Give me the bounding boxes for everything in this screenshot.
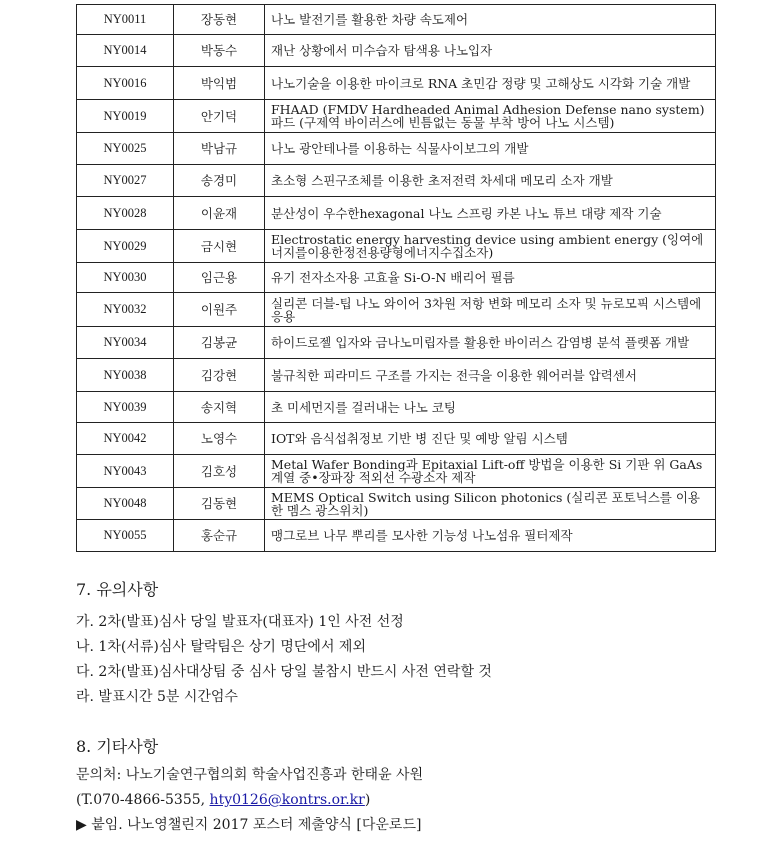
notes-item: 나. 1차(서류)심사 탈락팀은 상기 명단에서 제외 [76, 639, 366, 655]
team-project-title: IOT와 음식섭취정보 기반 병 진단 및 예방 알림 시스템 [265, 423, 716, 455]
team-project-title: FHAAD (FMDV Hardheaded Animal Adhesion Defense nano system) 파드 (구제역 바이러스에 빈틈없는 동물 부착 방어 나노 시스템) [265, 100, 716, 133]
phone-close: ) [364, 792, 371, 808]
other-heading: 8. 기타사항 [76, 737, 159, 756]
team-row [77, 197, 716, 230]
team-leader: 이윤재 [174, 197, 265, 230]
team-project-title: 분산성이 우수한hexagonal 나노 스프링 카본 나노 튜브 대량 제작 기술 [265, 197, 716, 230]
team-id: NY0027 [77, 165, 174, 197]
notes-item: 라. 발표시간 5분 시간엄수 [76, 689, 238, 705]
team-id: NY0016 [77, 67, 174, 100]
team-row [77, 165, 716, 197]
team-row [77, 263, 716, 293]
phone-text: (T.070-4866-5355, [76, 792, 210, 808]
contact-line: 문의처: 나노기술연구협의회 학술사업진흥과 한태윤 사원 [76, 767, 424, 783]
team-leader: 안기덕 [174, 100, 265, 133]
team-leader: 금시현 [174, 230, 265, 263]
team-id: NY0019 [77, 100, 174, 133]
team-row [77, 67, 716, 100]
team-leader: 노영수 [174, 423, 265, 455]
notes-item: 가. 2차(발표)심사 당일 발표자(대표자) 1인 사전 선정 [76, 614, 404, 630]
team-table-body [77, 5, 716, 552]
team-leader: 김봉균 [174, 327, 265, 359]
team-project-title: 실리콘 더블-팁 나노 와이어 3차원 저항 변화 메모리 소자 및 뉴로모픽 시스템에 응용 [265, 293, 716, 327]
team-row [77, 520, 716, 552]
team-row [77, 35, 716, 67]
team-project-title: 맹그로브 나무 뿌리를 모사한 기능성 나노섬유 필터제작 [265, 520, 716, 552]
team-leader: 홍순규 [174, 520, 265, 552]
team-id: NY0029 [77, 230, 174, 263]
team-id: NY0032 [77, 293, 174, 327]
team-row [77, 359, 716, 392]
attachment-link[interactable]: ▶ 붙임. 나노영챌린지 2017 포스터 제출양식 [다운로드] [76, 817, 422, 833]
team-project-title: 재난 상황에서 미수습자 탐색용 나노입자 [265, 35, 716, 67]
team-project-title: 불규칙한 피라미드 구조를 가지는 전극을 이용한 웨어러블 압력센서 [265, 359, 716, 392]
team-id: NY0039 [77, 392, 174, 423]
team-project-title: MEMS Optical Switch using Silicon photonics (실리콘 포토닉스를 이용한 멤스 광스위치) [265, 488, 716, 520]
team-leader: 김동현 [174, 488, 265, 520]
team-id: NY0025 [77, 133, 174, 165]
team-project-title: Metal Wafer Bonding과 Epitaxial Lift-off 방법을 이용한 Si 기판 위 GaAs 계열 중•장파장 적외선 수광소자 제작 [265, 455, 716, 488]
team-project-title: 나노 광안테나를 이용하는 식물사이보그의 개발 [265, 133, 716, 165]
team-leader: 박남규 [174, 133, 265, 165]
team-id: NY0055 [77, 520, 174, 552]
team-id: NY0042 [77, 423, 174, 455]
team-leader: 박동수 [174, 35, 265, 67]
team-row [77, 5, 716, 35]
email-link[interactable]: hty0126@kontrs.or.kr [209, 792, 365, 808]
notes-section [76, 580, 492, 710]
team-project-title: 나노기술을 이용한 마이크로 RNA 초민감 정량 및 고해상도 시각화 기술 개발 [265, 67, 716, 100]
team-id: NY0043 [77, 455, 174, 488]
team-leader: 송경미 [174, 165, 265, 197]
team-row [77, 455, 716, 488]
notes-item: 다. 2차(발표)심사대상팀 중 심사 당일 불참시 반드시 사전 연락할 것 [76, 664, 492, 680]
team-id: NY0034 [77, 327, 174, 359]
team-id: NY0014 [77, 35, 174, 67]
team-project-title: 하이드로젤 입자와 금나노미립자를 활용한 바이러스 감염병 분석 플랫폼 개발 [265, 327, 716, 359]
team-project-title: 나노 발전기를 활용한 차량 속도제어 [265, 5, 716, 35]
team-row [77, 133, 716, 165]
team-project-title: 초 미세먼지를 걸러내는 나노 코팅 [265, 392, 716, 423]
team-leader: 장동현 [174, 5, 265, 35]
team-row [77, 423, 716, 455]
team-id: NY0048 [77, 488, 174, 520]
team-leader: 송지혁 [174, 392, 265, 423]
team-project-title: Electrostatic energy harvesting device using ambient energy (잉여에너지를이용한정전용량형에너지수집소자) [265, 230, 716, 263]
team-id: NY0030 [77, 263, 174, 293]
team-table [76, 4, 716, 552]
team-id: NY0038 [77, 359, 174, 392]
team-row [77, 392, 716, 423]
team-id: NY0028 [77, 197, 174, 230]
notes-heading: 7. 유의사항 [76, 580, 159, 599]
team-row [77, 100, 716, 133]
team-row [77, 293, 716, 327]
team-project-title: 초소형 스핀구조체를 이용한 초저전력 차세대 메모리 소자 개발 [265, 165, 716, 197]
team-project-title: 유기 전자소자용 고효율 Si-O-N 배리어 필름 [265, 263, 716, 293]
team-leader: 이원주 [174, 293, 265, 327]
team-leader: 김호성 [174, 455, 265, 488]
team-leader: 김강현 [174, 359, 265, 392]
team-row [77, 488, 716, 520]
team-row [77, 327, 716, 359]
other-section [76, 737, 423, 838]
team-row [77, 230, 716, 263]
phone-line [76, 788, 423, 813]
team-leader: 임근용 [174, 263, 265, 293]
team-id: NY0011 [77, 5, 174, 35]
team-leader: 박익범 [174, 67, 265, 100]
